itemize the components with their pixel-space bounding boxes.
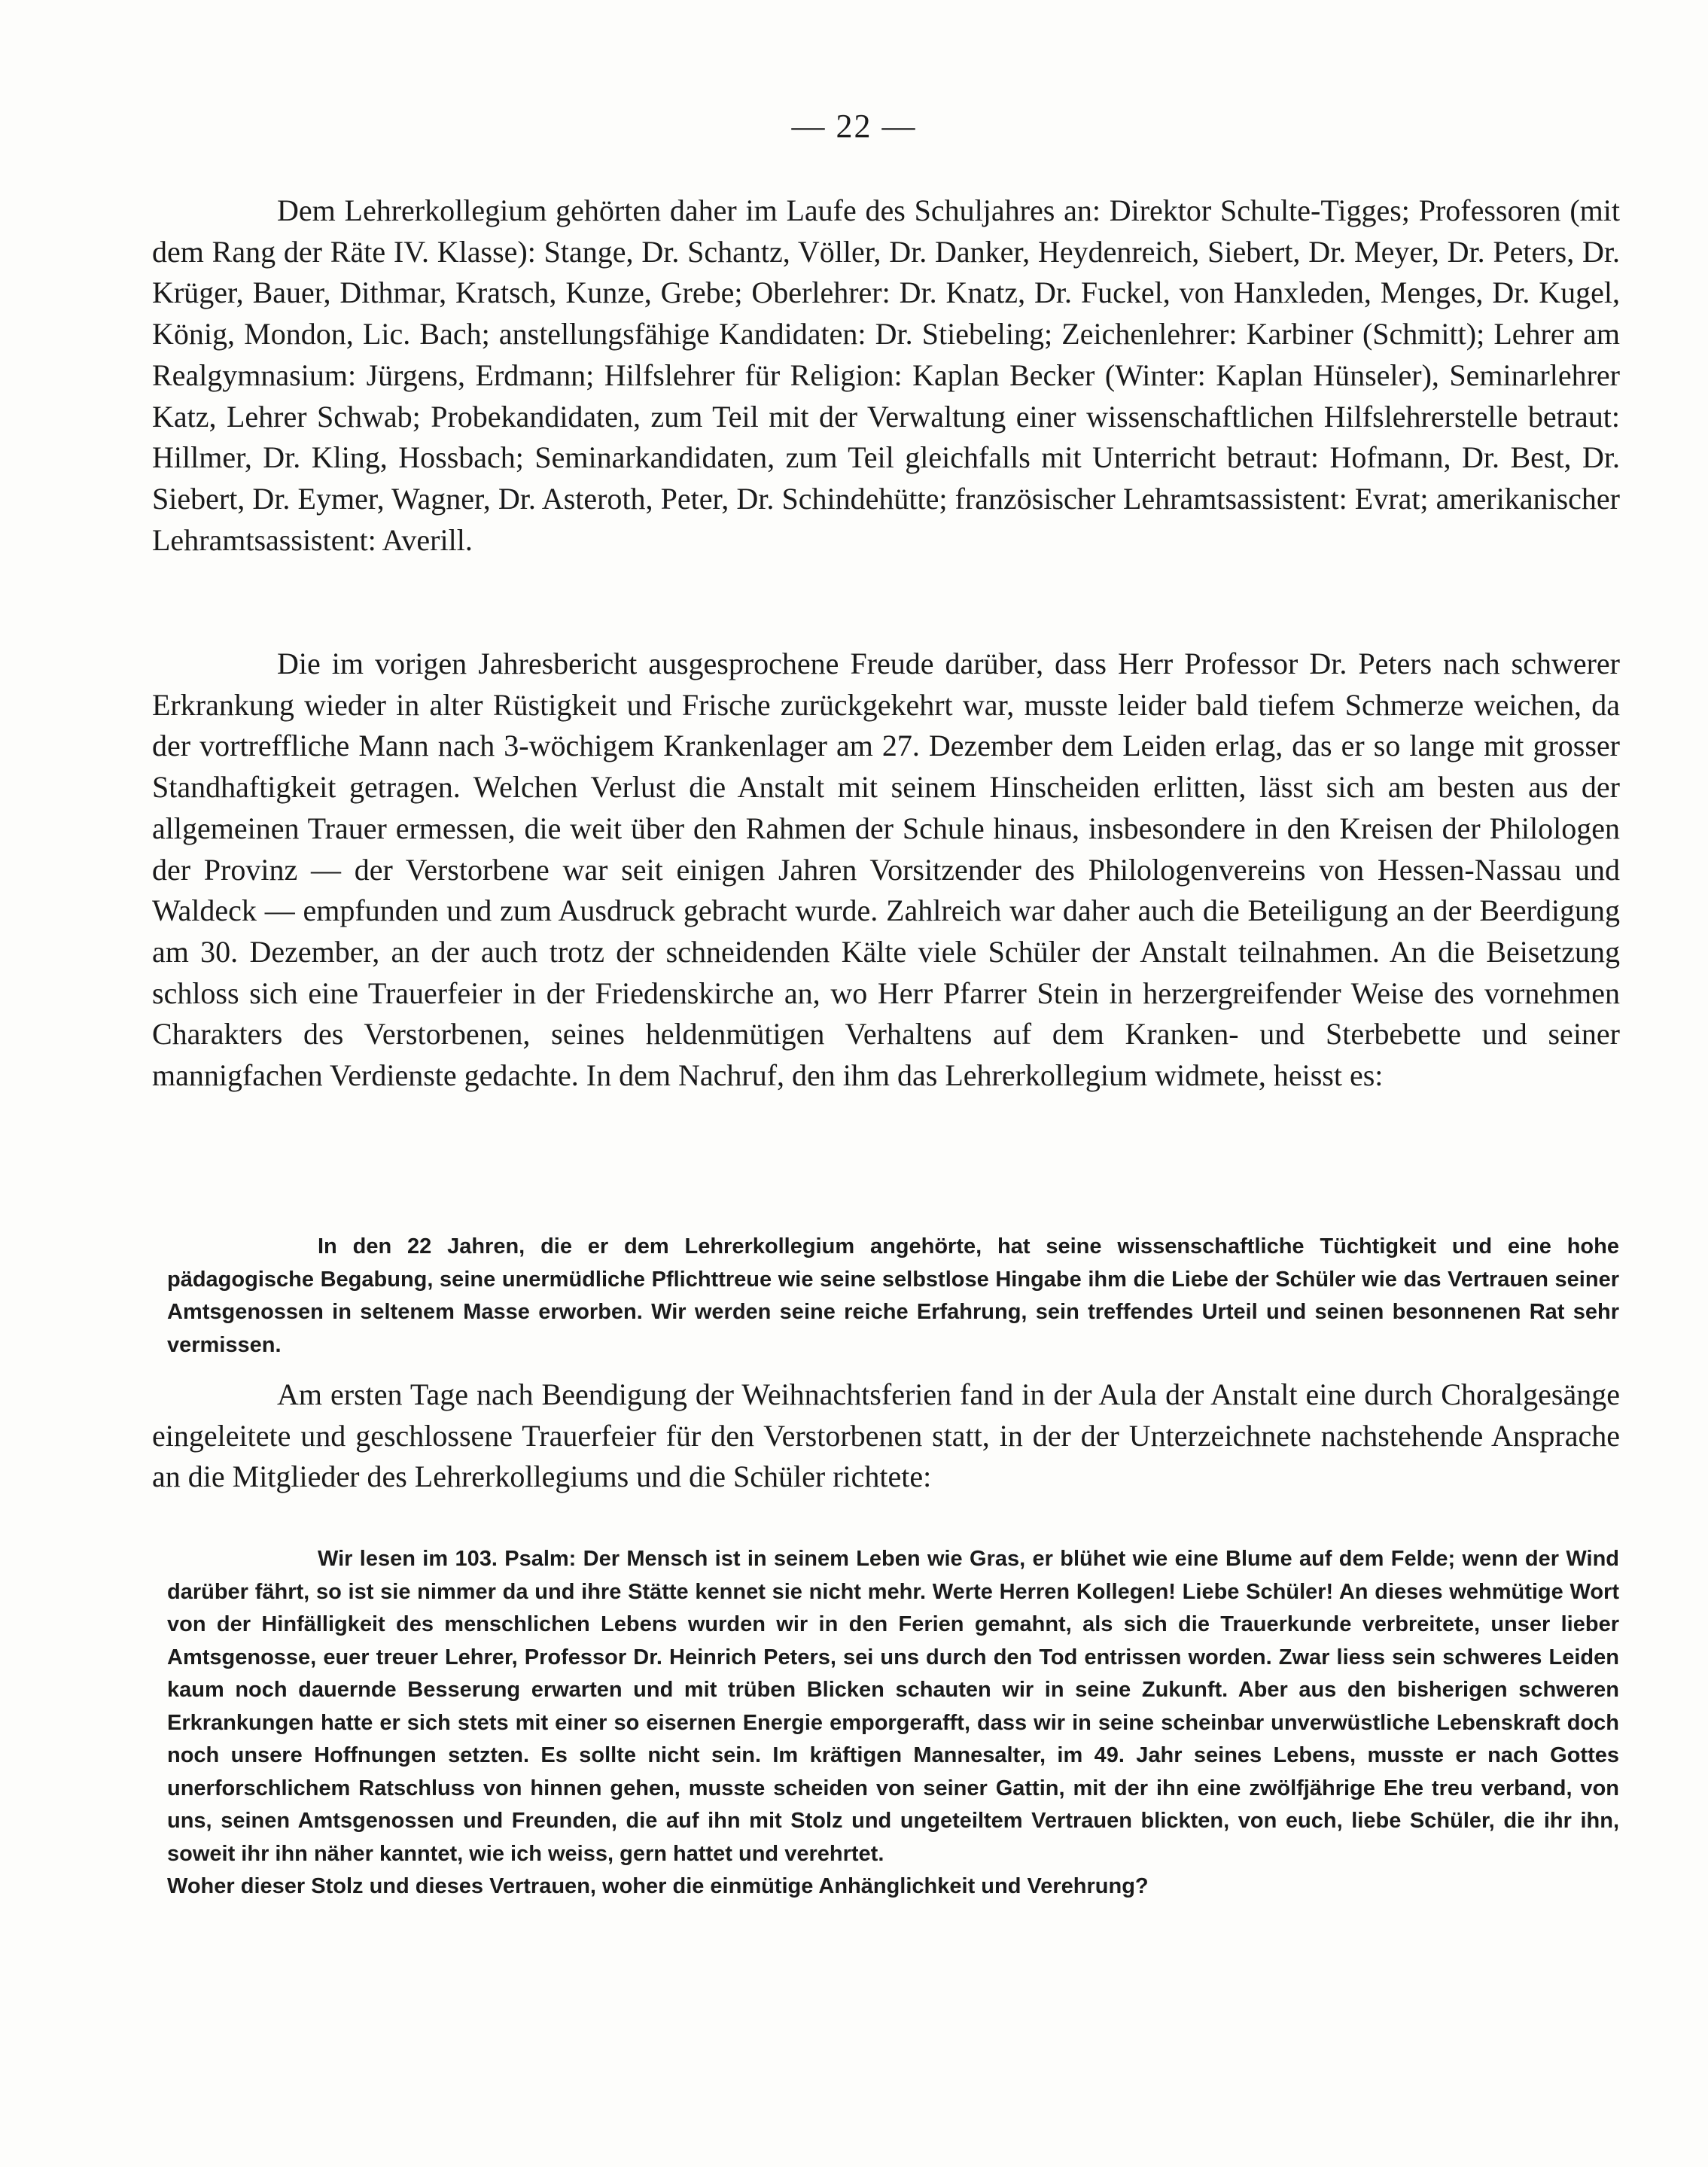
memorial-speech-block (167, 1543, 1619, 1904)
memorial-speech-continuation: Woher dieser Stolz und dieses Vertrauen, woher die einmütige Anhänglichkeit und Verehrung? (167, 1874, 1149, 1898)
faculty-list-paragraph: Dem Lehrerkollegium gehörten daher im Laufe des Schuljahres an: Direktor Schulte-Tigges; Professoren (mit dem Rang der Räte IV. Klasse): Stange, Dr. Schantz, Völler, Dr. Danker, Heydenreich, Siebert, Dr. Meyer, Dr. Peters, Dr. Krüger, Bauer, Dithmar, Kratsch, Kunze, Grebe; Oberlehrer: Dr. Knatz, Dr. Fuckel, von Hanxleden, Menges, Dr. Kugel, König, Mondon, Lic. Bach; anstellungsfähige Kandidaten: Dr. Stiebeling; Zeichenlehrer: Karbiner (Schmitt); Lehrer am Realgymnasium: Jürgens, Erdmann; Hilfslehrer für Religion: Kaplan Becker (Winter: Kaplan Hünseler), Seminarlehrer Katz, Lehrer Schwab; Probekandidaten, zum Teil mit der Verwaltung einer wissenschaftlichen Hilfslehrerstelle betraut: Hillmer, Dr. Kling, Hossbach; Seminarkandidaten, zum Teil gleichfalls mit Unterricht betraut: Hofmann, Dr. Best, Dr. Siebert, Dr. Eymer, Wagner, Dr. Asteroth, Peter, Dr. Schindehütte; französischer Lehramtsassistent: Evrat; amerikanischer Lehramtsassistent: Averill. (152, 193, 1620, 557)
memorial-speech-text: Wir lesen im 103. Psalm: Der Mensch ist in seinem Leben wie Gras, er blühet wie eine Blume auf dem Felde; wenn der Wind darüber fährt, so ist sie nimmer da und ihre Stätte kennet sie nicht mehr. Werte Herren Kollegen! Liebe Schüler! An dieses wehmütige Wort von der Hinfälligkeit des menschlichen Lebens wurden wir in den Ferien gemahnt, als sich die Trauerkunde verbreitete, unser lieber Amtsgenosse, euer treuer Lehrer, Professor Dr. Heinrich Peters, sei uns durch den Tod entrissen worden. Zwar liess sein schweres Leiden kaum noch dauernde Besserung erwarten und mit trüben Blicken schauten wir in seine Zukunft. Aber aus den bisherigen schweren Erkrankungen hatte er sich stets mit einer so eisernen Energie emporgerafft, dass wir in seine scheinbar unverwüstliche Lebenskraft doch noch unsere Hoffnungen setzten. Es sollte nicht sein. Im kräftigen Mannesalter, im 49. Jahr seines Lebens, musste er nach Gottes unerforschlichem Ratschluss von hinnen gehen, musste scheiden von seiner Gattin, mit der ihn eine zwölfjährige Ehe treu verband, von uns, seinen Amtsgenossen und Freunden, die auf ihn mit Stolz und ungeteiltem Vertrauen blickten, von euch, liebe Schüler, die ihr ihn, soweit ihr ihn näher kanntet, wie ich weiss, gern hattet und verehrtet. (167, 1547, 1619, 1866)
memorial-assembly-block (152, 1374, 1620, 1498)
faculty-paragraph-block (152, 190, 1620, 561)
page-number: — 22 — (791, 108, 917, 145)
memorial-assembly-paragraph: Am ersten Tage nach Beendigung der Weihnachtsferien fand in der Aula der Anstalt eine durch Choralgesänge eingeleitete und geschlossene Trauerfeier für den Verstorbenen statt, in der der Unterzeichnete nachstehende Ansprache an die Mitglieder des Lehrerkollegiums und die Schüler richtete: (152, 1377, 1620, 1494)
obituary-quote-text: In den 22 Jahren, die er dem Lehrerkollegium angehörte, hat seine wissenschaftliche Tüchtigkeit und eine hohe pädagogische Begabung, seine unermüdliche Pflichttreue wie seine selbstlose Hingabe ihm die Liebe der Schüler wie das Vertrauen seiner Amtsgenossen in seltenem Masse erworben. Wir werden seine reiche Erfahrung, sein treffendes Urteil und seinen besonnenen Rat sehr vermissen. (167, 1234, 1619, 1357)
obituary-quote-block (167, 1231, 1619, 1362)
peters-death-paragraph: Die im vorigen Jahresbericht ausgesprochene Freude darüber, dass Herr Professor Dr. Peters nach schwerer Erkrankung wieder in alter Rüstigkeit und Frische zurückgekehrt war, musste leider bald tiefem Schmerze weichen, da der vortreffliche Mann nach 3-wöchigem Krankenlager am 27. Dezember dem Leiden erlag, das er so lange mit grosser Standhaftigkeit getragen. Welchen Verlust die Anstalt mit seinem Hinscheiden erlitten, lässt sich am besten aus der allgemeinen Trauer ermessen, die weit über den Rahmen der Schule hinaus, insbesondere in den Kreisen der Philologen der Provinz — der Verstorbene war seit einigen Jahren Vorsitzender des Philologenvereins von Hessen-Nassau und Waldeck — empfunden und zum Ausdruck gebracht wurde. Zahlreich war daher auch die Beteiligung an der Beerdigung am 30. Dezember, an der auch trotz der schneidenden Kälte viele Schüler der Anstalt teilnahmen. An die Beisetzung schloss sich eine Trauerfeier in der Friedenskirche an, wo Herr Pfarrer Stein in herzergreifender Weise des vornehmen Charakters des Verstorbenen, seines heldenmütigen Verhaltens auf dem Kranken- und Sterbebette und seiner mannigfachen Verdienste gedachte. In dem Nachruf, den ihm das Lehrerkollegium widmete, heisst es: (152, 647, 1620, 1093)
obituary-intro-block (152, 644, 1620, 1097)
